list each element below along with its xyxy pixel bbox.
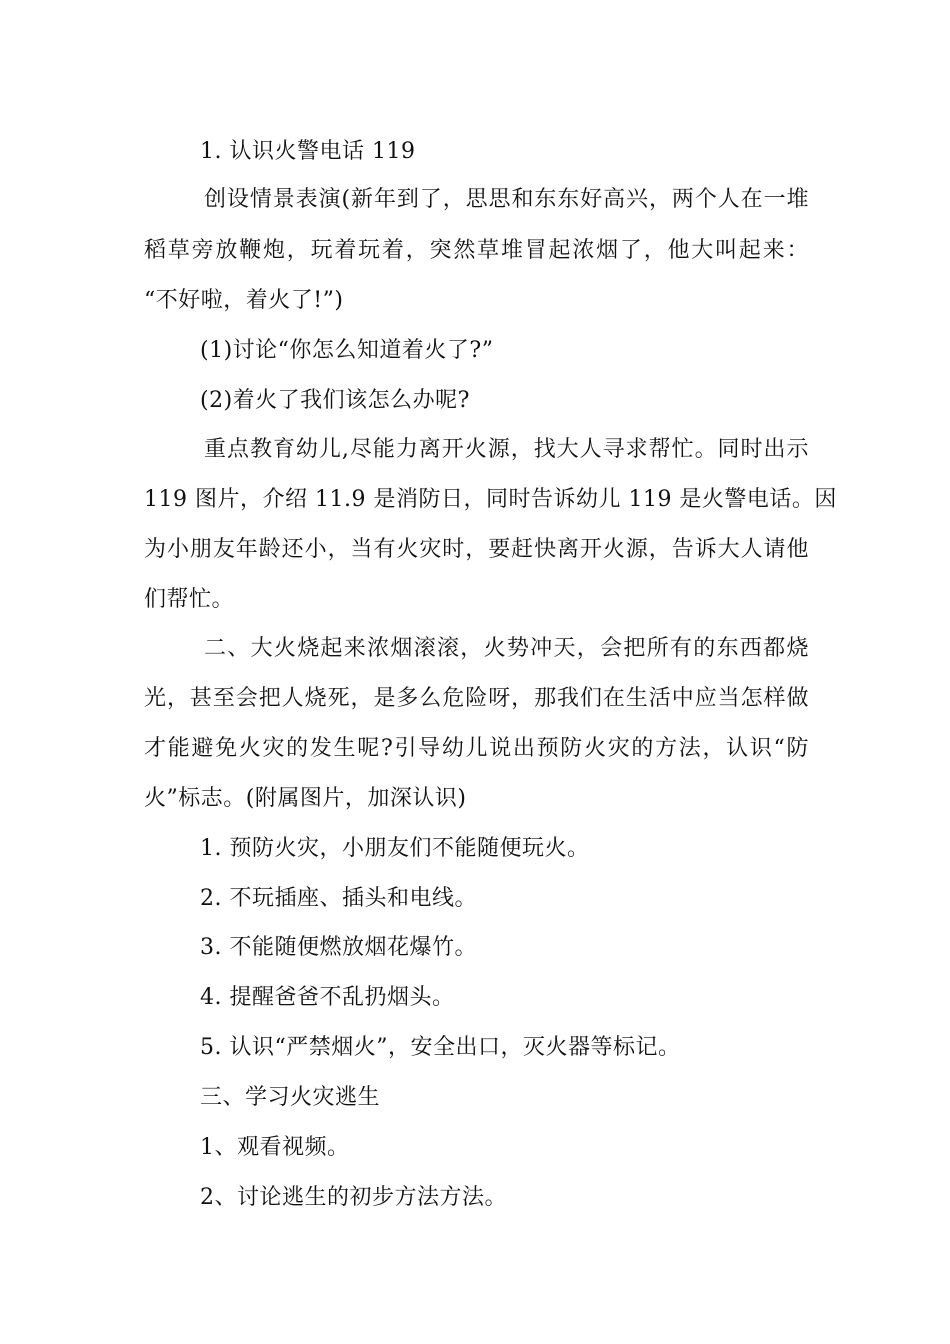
paragraph-line: 为小朋友年龄还小，当有火灾时，要赶快离开火源，告诉大人请他 xyxy=(144,537,809,562)
section-heading-three: 三、学习火灾逃生 xyxy=(200,1085,381,1110)
paragraph-line: 光，甚至会把人烧死，是多么危险呀，那我们在生活中应当怎样做 xyxy=(144,686,809,711)
paragraph-line: 稻草旁放鞭炮，玩着玩着，突然草堆冒起浓烟了，他大叫起来： xyxy=(144,238,809,263)
paragraph-line: 重点教育幼儿,尽能力离开火源，找大人寻求帮忙。同时出示 xyxy=(204,437,809,462)
list-item: 1、观看视频。 xyxy=(200,1135,350,1160)
list-item: 2. 不玩插座、插头和电线。 xyxy=(200,886,477,911)
list-item: 1. 预防火灾，小朋友们不能随便玩火。 xyxy=(200,836,590,861)
list-item-discussion-2: (2)着火了我们该怎么办呢? xyxy=(200,388,470,413)
list-item-discussion-1: (1)讨论“你怎么知道着火了?” xyxy=(200,338,494,363)
list-item: 5. 认识“严禁烟火”，安全出口，灭火器等标记。 xyxy=(200,1035,681,1060)
paragraph-line: “不好啦，着火了!”) xyxy=(144,288,344,313)
paragraph-line: 创设情景表演(新年到了，思思和东东好高兴，两个人在一堆 xyxy=(204,187,809,212)
paragraph-line: 119 图片，介绍 11.9 是消防日，同时告诉幼儿 119 是火警电话。因 xyxy=(144,487,837,512)
list-item: 2、讨论逃生的初步方法方法。 xyxy=(200,1185,507,1210)
paragraph-line: 才能避免火灾的发生呢?引导幼儿说出预防火灾的方法，认识“防 xyxy=(144,736,809,761)
section-heading-two: 二、大火烧起来浓烟滚滚，火势冲天，会把所有的东西都烧 xyxy=(204,636,809,661)
paragraph-line: 们帮忙。 xyxy=(144,587,235,612)
list-item: 4. 提醒爸爸不乱扔烟头。 xyxy=(200,985,455,1010)
paragraph-line: 火”标志。(附属图片，加深认识) xyxy=(144,786,467,811)
list-item-fire-phone: 1. 认识火警电话 119 xyxy=(200,139,416,164)
list-item: 3. 不能随便燃放烟花爆竹。 xyxy=(200,935,477,960)
